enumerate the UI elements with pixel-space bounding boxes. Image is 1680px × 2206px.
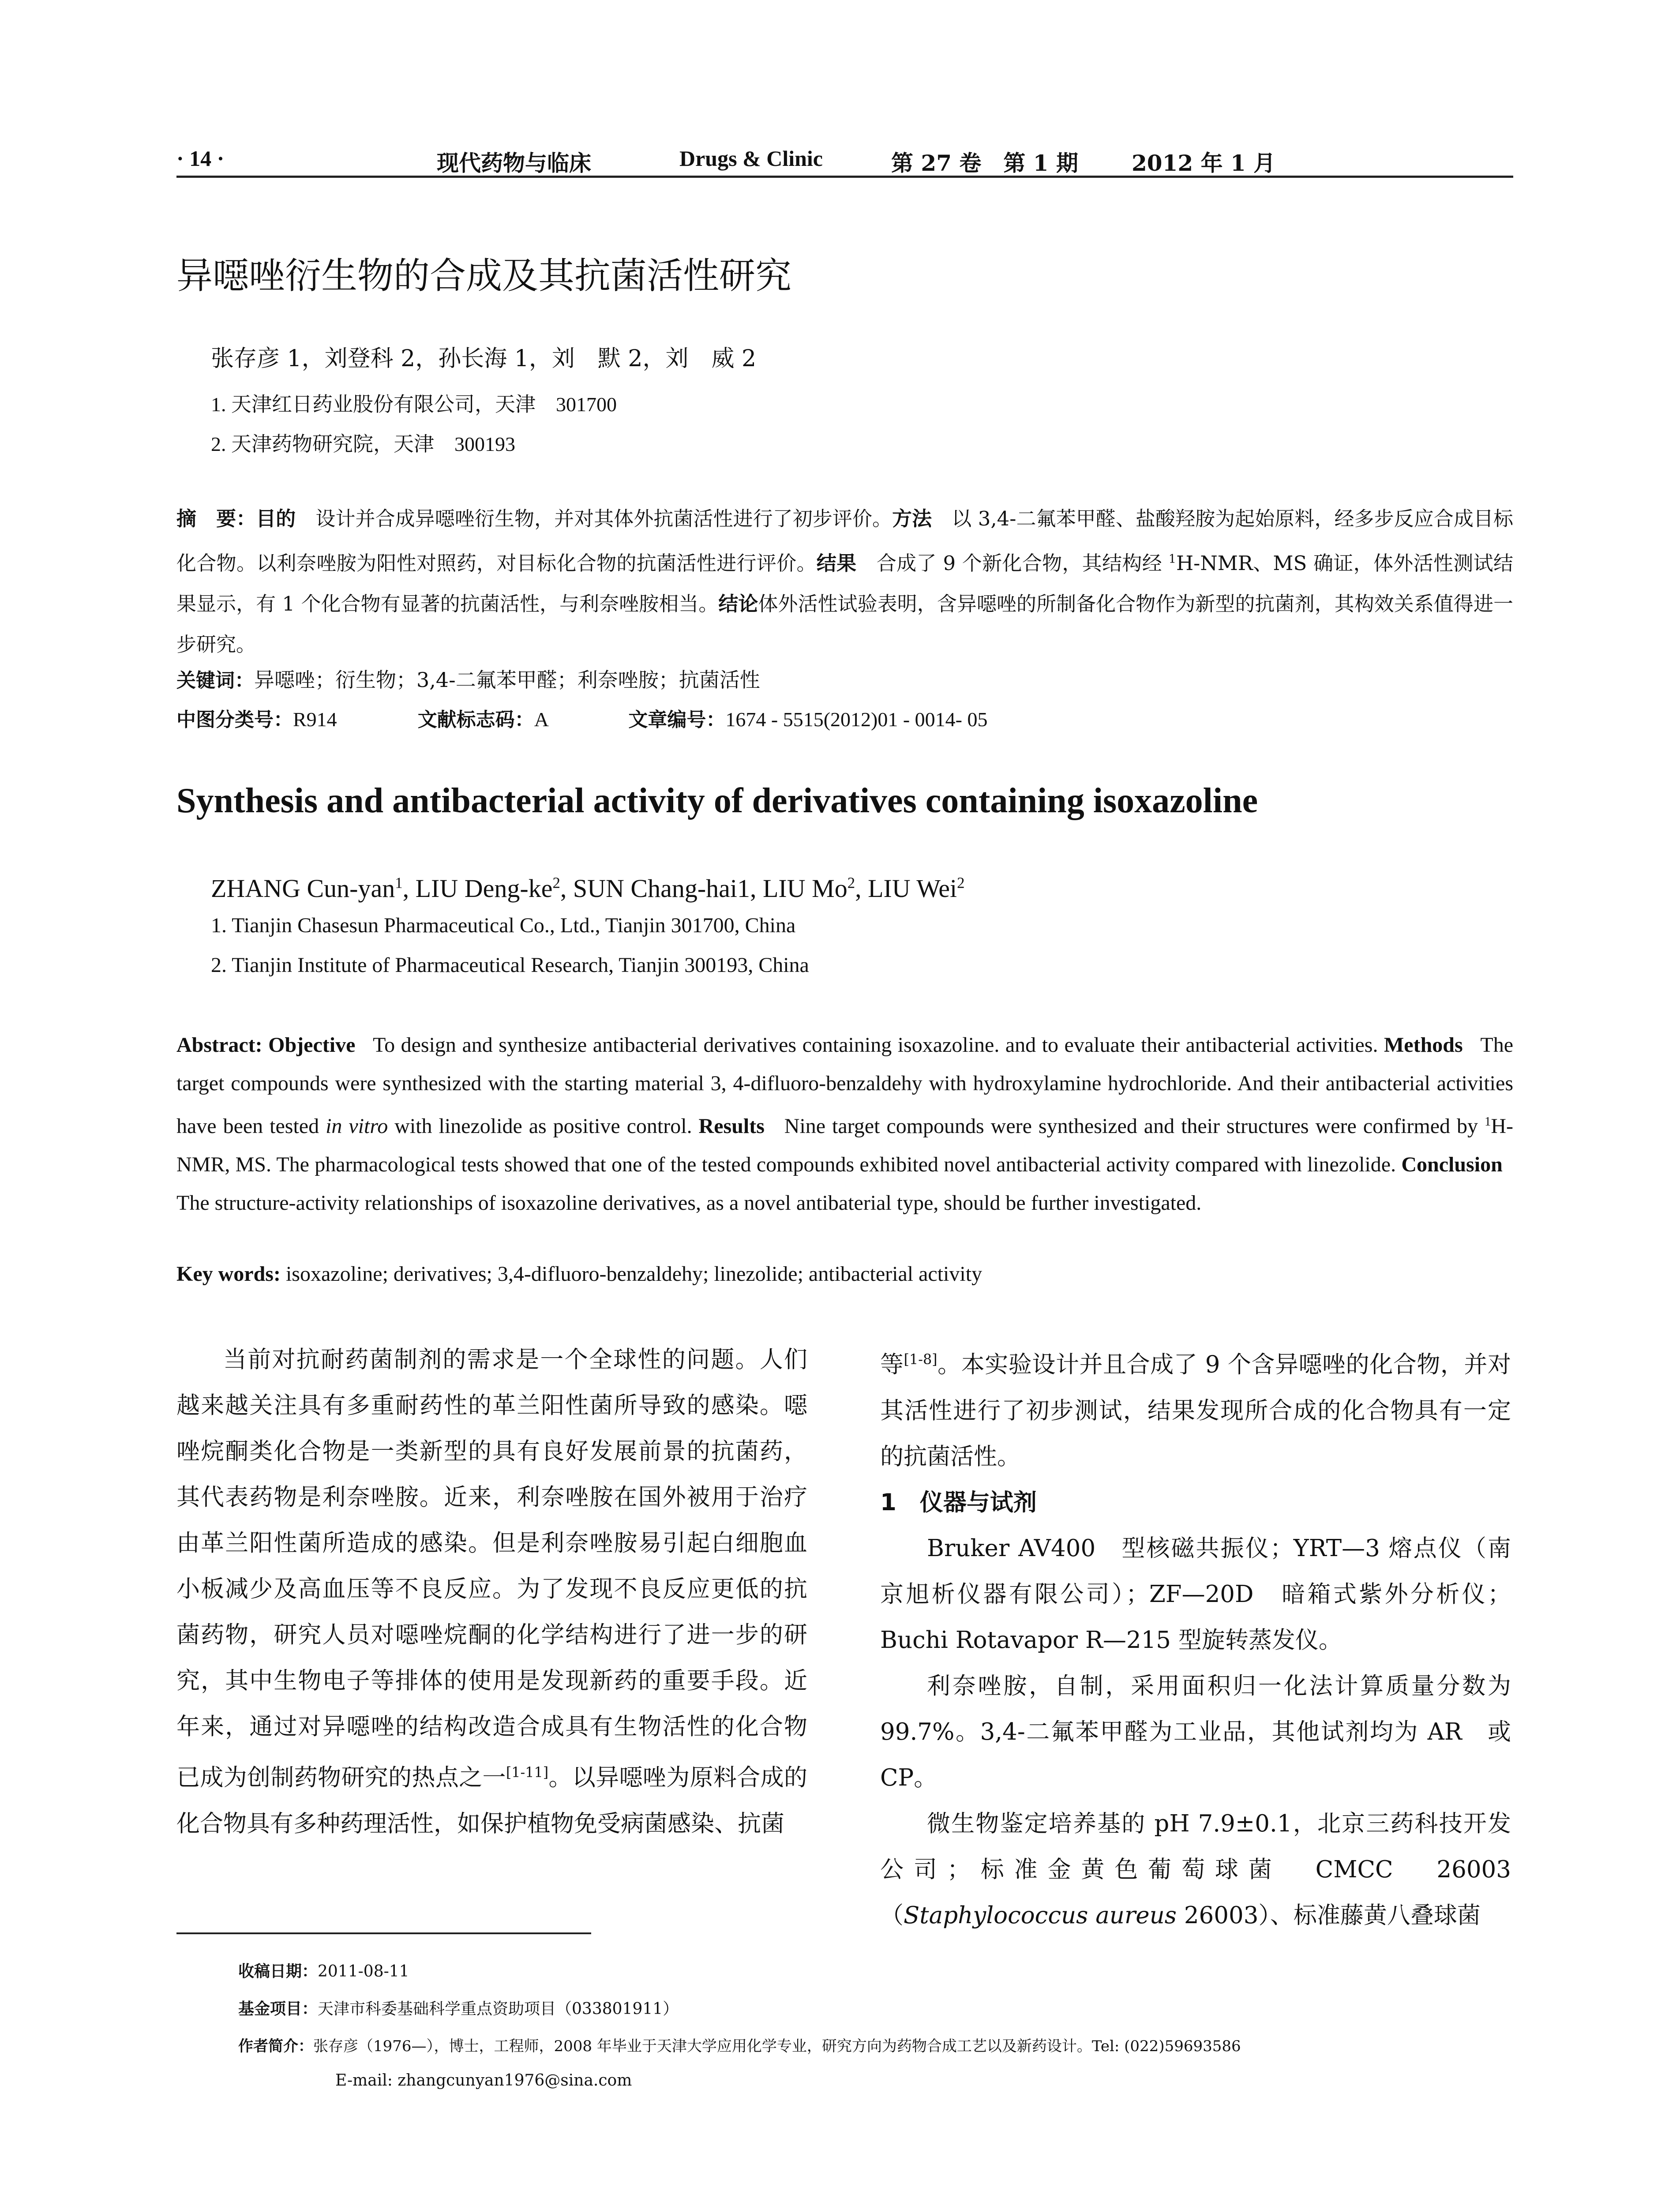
received-label: 收稿日期： — [238, 1962, 318, 1981]
body-text: 等 — [880, 1351, 904, 1378]
results-text-en-b: H-NMR, MS. The pharmacological tests showed that one of the tested compounds exhibited novel antibacterial activity compared with linezolide. — [176, 1114, 1514, 1176]
article-title-cn: 异噁唑衍生物的合成及其抗菌活性研究 — [176, 255, 792, 297]
methods-label-cn: 方法 — [892, 507, 932, 530]
clc-value: R914 — [293, 708, 337, 731]
doc-code-value: A — [534, 708, 548, 731]
section-heading: 1 仪器与试剂 — [880, 1489, 1037, 1516]
keywords-en — [176, 1262, 982, 1286]
volume-issue: 第 27 卷 第 1 期 — [891, 150, 1078, 176]
objective-text-en: To design and synthesize antibacterial derivatives containing isoxazoline. and to evaluate their antibacterial activities. — [373, 1033, 1378, 1057]
footnote-email: E-mail: zhangcunyan1976@sina.com — [335, 2071, 632, 2090]
author-en-4-sup: 2 — [957, 874, 965, 892]
clc-label: 中图分类号： — [176, 709, 293, 731]
objective-text-cn: 设计并合成异噁唑衍生物，并对其体外抗菌活性进行了初步评价。 — [315, 507, 892, 530]
author-en-1: ZHANG Cun-yan — [211, 874, 395, 903]
footnote-received — [238, 1959, 409, 1981]
body-paragraph: Bruker AV400 型核磁共振仪；YRT—3 熔点仪（南京旭析仪器有限公司）；ZF—20D 暗箱式紫外分析仪；Buchi Rotavapor R—215 型旋转蒸发仪。 — [880, 1534, 1511, 1654]
citation: [1-11] — [506, 1764, 549, 1781]
doc-code-label: 文献标志码： — [417, 709, 534, 731]
classification-line — [176, 704, 987, 732]
affiliation-cn-1: 1. 天津红日药业股份有限公司，天津 301700 — [211, 393, 617, 416]
authors-cn: 张存彦 1，刘登科 2，孙长海 1，刘 默 2，刘 威 2 — [211, 345, 757, 372]
abstract-en-label: Abstract: — [176, 1033, 262, 1057]
journal-name-cn: 现代药物与临床 — [437, 150, 591, 176]
abstract-cn-label: 摘 要： — [176, 507, 256, 530]
received-date: 2011-08-11 — [318, 1962, 409, 1981]
author-en-3: , SUN Chang-hai1, LIU Mo — [560, 874, 848, 903]
results-text-cn-b: H-NMR、MS 确证，体外活性测试结果显示，有 1 个化合物有显著的抗菌活性，与利奈唑胺相当。 — [176, 552, 1513, 615]
author-en-1-sup: 1 — [395, 874, 403, 892]
footnote-author — [238, 2034, 1241, 2056]
results-label-en: Results — [698, 1114, 765, 1138]
methods-text-en-a: The target compounds were synthesized with the starting material 3, 4-difluoro-benzaldehy with hydroxylamine hydrochloride. And their antibacterial activities have been tested — [176, 1033, 1513, 1138]
affiliation-en-1: 1. Tianjin Chasesun Pharmaceutical Co., Ltd., Tianjin 301700, China — [211, 914, 796, 937]
results-sup-en: 1 — [1484, 1114, 1491, 1129]
author-en-4: , LIU Wei — [855, 874, 957, 903]
body-paragraph — [880, 1801, 1511, 1939]
keywords-cn-text: 异噁唑；衍生物；3,4-二氟苯甲醛；利奈唑胺；抗菌活性 — [254, 668, 760, 692]
authors-en — [211, 874, 965, 903]
conclusion-label-cn: 结论 — [718, 592, 758, 615]
body-text: 当前对抗耐药菌制剂的需求是一个全球性的问题。人们越来越关注具有多重耐药性的革兰阳性菌所导致的感染。噁唑烷酮类化合物是一类新型的具有良好发展前景的抗菌药，其代表药物是利奈唑胺。近来，利奈唑胺在国外被用于治疗由革兰阳性菌所造成的感染。但是利奈唑胺易引起白细胞血小板减少及高血压等不良反应。为了发现不良反应更低的抗菌药物，研究人员对噁唑烷酮的化学结构进行了进一步的研究，其中生物电子等排体的使用是发现新药的重要手段。近年来，通过对异噁唑的结构改造合成具有生物活性的化合物已成为创制药物研究的热点之一 — [176, 1346, 807, 1791]
affiliation-cn-2: 2. 天津药物研究院，天津 300193 — [211, 433, 515, 455]
article-number-value: 1674 - 5515(2012)01 - 0014- 05 — [725, 708, 988, 731]
abstract-en — [176, 1026, 1513, 1222]
results-label-cn: 结果 — [816, 552, 857, 575]
results-text-cn-a: 合成了 9 个新化合物，其结构经 — [876, 552, 1169, 575]
methods-label-en: Methods — [1384, 1033, 1463, 1057]
body-paragraph — [880, 1337, 1511, 1480]
methods-text-en-italic: in vitro — [326, 1114, 388, 1138]
results-sup-cn: 1 — [1168, 552, 1176, 566]
body-text: 。以异噁唑为原料合成的化合物具有多种药理活性，如保护植物免受病菌感染、抗菌 — [176, 1764, 808, 1837]
page-number: · 14 · — [176, 146, 225, 171]
fund-label: 基金项目： — [238, 2000, 318, 2018]
article-number-label: 文章编号： — [628, 709, 726, 731]
species-name: Staphylococcus aureus — [904, 1902, 1177, 1929]
author-en-2-sup: 2 — [552, 874, 560, 892]
citation: [1-8] — [904, 1351, 938, 1368]
methods-text-en-b: with linezolide as positive control. — [388, 1114, 692, 1138]
footnote-divider — [176, 1932, 591, 1934]
body-paragraph — [176, 1337, 807, 1847]
body-column-left — [176, 1337, 807, 1847]
affiliation-en-2: 2. Tianjin Institute of Pharmaceutical Research, Tianjin 300193, China — [211, 953, 809, 977]
conclusion-label-en: Conclusion — [1401, 1153, 1503, 1176]
body-text: 。本实验设计并且合成了 9 个含异噁唑的化合物，并对其活性进行了初步测试，结果发现所合成的化合物具有一定的抗菌活性。 — [880, 1351, 1511, 1470]
objective-label-en: Objective — [268, 1033, 356, 1057]
fund-text: 天津市科委基础科学重点资助项目（033801911） — [318, 2000, 679, 2018]
keywords-en-text: isoxazoline; derivatives; 3,4-difluoro-benzaldehy; linezolide; antibacterial activity — [285, 1262, 982, 1286]
objective-label-cn: 目的 — [256, 507, 296, 530]
body-text: 微生物鉴定培养基的 pH 7.9±0.1，北京三药科技开发公司；标准金黄色葡萄球菌 CMCC 26003（ — [880, 1810, 1511, 1929]
author-bio-label: 作者简介： — [238, 2037, 313, 2055]
conclusion-text-en: The structure-activity relationships of isoxazoline derivatives, as a novel antibaterial type, should be further investigated. — [176, 1191, 1202, 1215]
body-text: 26003）、标准藤黄八叠球菌 — [1176, 1902, 1481, 1929]
body-column-right — [880, 1337, 1511, 1939]
journal-name-en: Drugs & Clinic — [679, 146, 823, 171]
conclusion-text-cn: 体外活性试验表明，含异噁唑的所制备化合物作为新型的抗菌剂，其构效关系值得进一步研究。 — [176, 592, 1513, 656]
keywords-cn — [176, 664, 760, 693]
abstract-cn — [176, 499, 1513, 665]
footnote-fund — [238, 1996, 679, 2019]
running-header — [176, 140, 1513, 178]
keywords-en-label: Key words: — [176, 1262, 281, 1286]
keywords-cn-label: 关键词： — [176, 669, 254, 692]
issue-date: 2012 年 1 月 — [1132, 150, 1276, 176]
author-en-2: , LIU Deng-ke — [402, 874, 553, 903]
results-text-en-a: Nine target compounds were synthesized and their structures were confirmed by — [784, 1114, 1485, 1138]
author-en-3-sup: 2 — [847, 874, 855, 892]
author-bio-text: 张存彦（1976—），博士，工程师，2008 年毕业于天津大学应用化学专业，研究方向为药物合成工艺以及新药设计。Tel: (022)59693586 — [313, 2037, 1241, 2055]
methods-text-cn: 以 3,4-二氟苯甲醛、盐酸羟胺为起始原料，经多步反应合成目标化合物。以利奈唑胺为阳性对照药，对目标化合物的抗菌活性进行评价。 — [176, 507, 1513, 575]
body-paragraph: 利奈唑胺，自制，采用面积归一化法计算质量分数为 99.7%。3,4-二氟苯甲醛为工业品，其他试剂均为 AR 或 CP。 — [880, 1672, 1511, 1791]
article-title-en: Synthesis and antibacterial activity of derivatives containing isoxazoline — [176, 781, 1258, 820]
